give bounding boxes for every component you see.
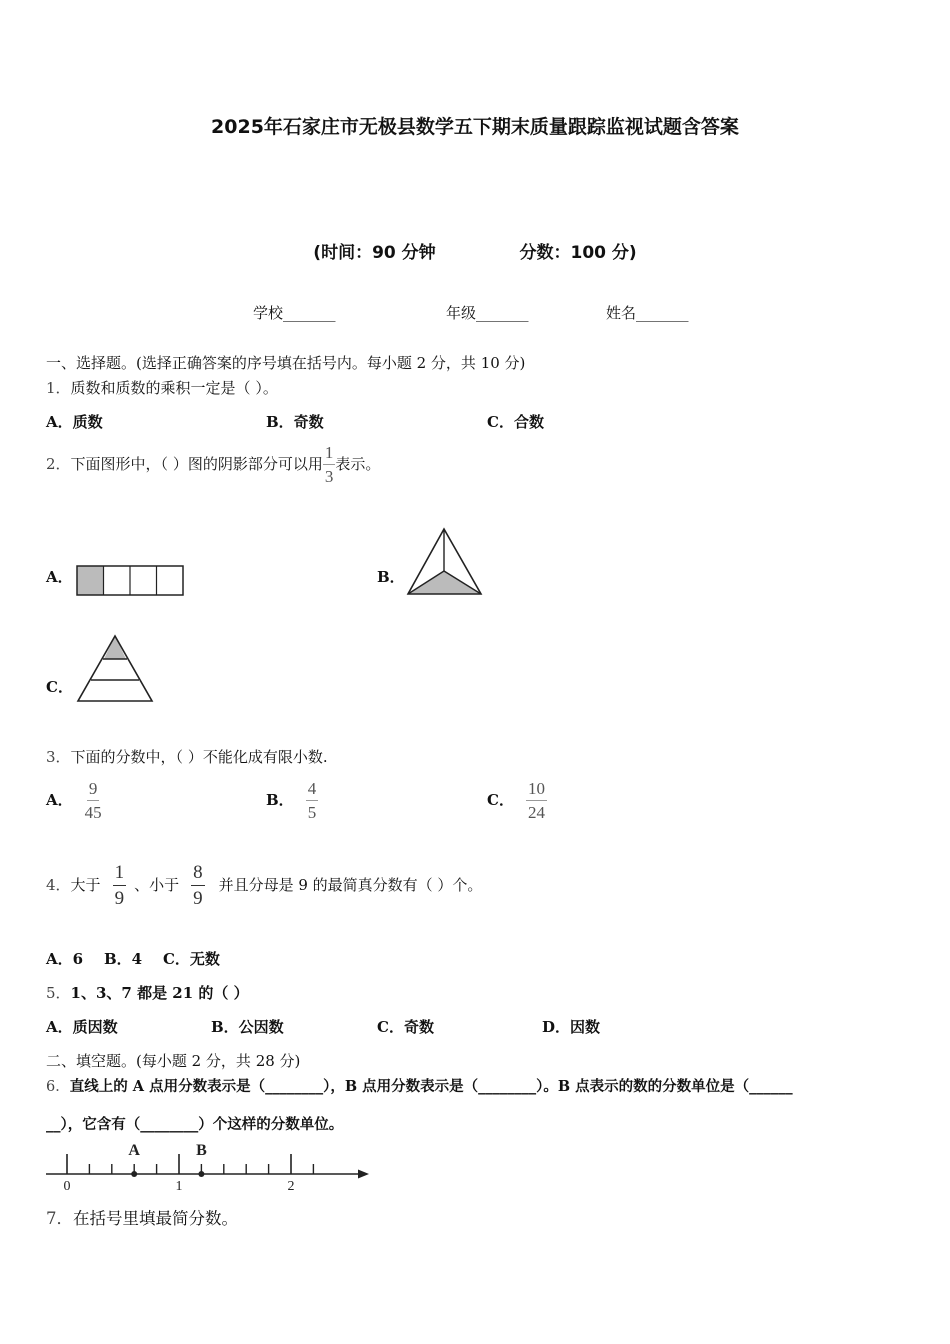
fraction-eight-ninths: [191, 863, 205, 908]
fraction-numerator: 4: [306, 780, 319, 801]
page-title: 2025年石家庄市无极县数学五下期末质量跟踪监视试题含答案: [211, 116, 739, 138]
question-text: 下面图形中，（ ）图的阴影部分可以用: [70, 455, 323, 473]
grade-field[interactable]: 年级_______: [446, 304, 529, 322]
question-1: [46, 377, 278, 398]
q5-option-d[interactable]: D．因数: [542, 1018, 601, 1036]
question-text: 1、3、7 都是 21 的（ ）: [70, 984, 249, 1002]
q1-option-a[interactable]: A．质数: [46, 413, 103, 431]
q4-options[interactable]: A．6 B．4 C．无数: [46, 950, 220, 968]
tick-label-1: 1: [175, 1179, 183, 1194]
question-text: 质数和质数的乘积一定是（ ）。: [70, 379, 278, 397]
q2-option-b[interactable]: B．: [377, 568, 405, 586]
question-7: [46, 1205, 238, 1229]
fraction-one-third: [323, 444, 336, 485]
question-6-cont: __），它含有（________）个这样的分数单位。: [46, 1116, 344, 1133]
fraction-one-ninth: [113, 863, 127, 908]
question-number: 7．: [46, 1209, 73, 1228]
question-number: 4．: [46, 876, 71, 894]
q1-option-c[interactable]: C．合数: [487, 413, 544, 431]
fraction-denominator: 45: [84, 803, 102, 822]
fraction-numerator: 1: [113, 863, 127, 886]
figure-triangle-centroid-shaded: [405, 527, 485, 599]
q5-option-c[interactable]: C．奇数: [377, 1018, 434, 1036]
q5-option-a[interactable]: A．质因数: [46, 1018, 118, 1036]
fraction-denominator: 9: [193, 888, 203, 909]
question-text: 大于: [70, 876, 101, 894]
option-label: A．: [46, 791, 73, 809]
point-a-label: A: [128, 1142, 140, 1159]
exam-meta: [0, 238, 950, 263]
question-number: 5．: [46, 984, 71, 1002]
section2-heading: 二、填空题。(每小题 2 分，共 28 分): [46, 1052, 301, 1070]
fraction: [306, 780, 319, 821]
question-4: [46, 863, 482, 908]
question-3: [46, 746, 328, 767]
point-b-marker: [198, 1171, 204, 1177]
q1-option-b[interactable]: B．奇数: [266, 413, 324, 431]
figure-triangle-top-shaded: [76, 634, 156, 706]
question-number: 6．: [46, 1079, 70, 1095]
question-number: 1．: [46, 379, 71, 397]
question-2: [46, 444, 380, 485]
q3-option-a[interactable]: [46, 780, 102, 821]
tick-label-2: 2: [287, 1179, 295, 1194]
q5-option-b[interactable]: B．公因数: [211, 1018, 284, 1036]
fraction: [85, 780, 102, 821]
q3-option-b[interactable]: [266, 780, 318, 821]
fraction-denominator: 5: [307, 803, 317, 822]
question-5: [46, 982, 249, 1003]
fraction-numerator: 1: [323, 444, 336, 465]
question-text-line1: 直线上的 A 点用分数表示是（________），B 点用分数表示是（________）。B 点表示的数的分数单位是（______: [69, 1078, 793, 1095]
question-text: 下面的分数中，（ ）不能化成有限小数.: [70, 748, 328, 766]
time-limit: (时间：90 分钟: [313, 243, 436, 263]
question-6: [46, 1075, 793, 1096]
question-text-mid: 、小于: [134, 876, 180, 894]
point-b-label: B: [196, 1142, 207, 1159]
q2-option-a[interactable]: A．: [46, 568, 73, 586]
option-label: C．: [487, 791, 514, 809]
question-text-end: 并且分母是 9 的最简真分数有（ ）个。: [218, 876, 483, 894]
fraction: [526, 780, 547, 821]
fraction-numerator: 9: [87, 780, 100, 801]
q3-option-c[interactable]: [487, 780, 547, 821]
option-label: B．: [266, 791, 294, 809]
fraction-numerator: 10: [526, 780, 547, 801]
name-field[interactable]: 姓名_______: [606, 304, 689, 322]
question-text-end: 表示。: [335, 455, 381, 473]
section1-heading: 一、选择题。(选择正确答案的序号填在括号内。每小题 2 分，共 10 分): [46, 354, 526, 372]
total-score: 分数：100 分): [519, 243, 637, 263]
question-text: 在括号里填最简分数。: [73, 1209, 238, 1228]
fraction-denominator: 24: [527, 803, 545, 822]
fraction-denominator: 3: [324, 467, 334, 486]
point-a-marker: [131, 1171, 137, 1177]
school-field[interactable]: 学校_______: [253, 304, 336, 322]
question-number: 2．: [46, 455, 71, 473]
tick-label-0: 0: [63, 1179, 71, 1194]
number-line: [44, 1140, 374, 1194]
q2-option-c[interactable]: C．: [46, 678, 73, 696]
fraction-numerator: 8: [191, 863, 205, 886]
figure-rectangle-quarter-shaded: [76, 565, 186, 597]
question-number: 3．: [46, 748, 71, 766]
fraction-denominator: 9: [114, 888, 125, 909]
